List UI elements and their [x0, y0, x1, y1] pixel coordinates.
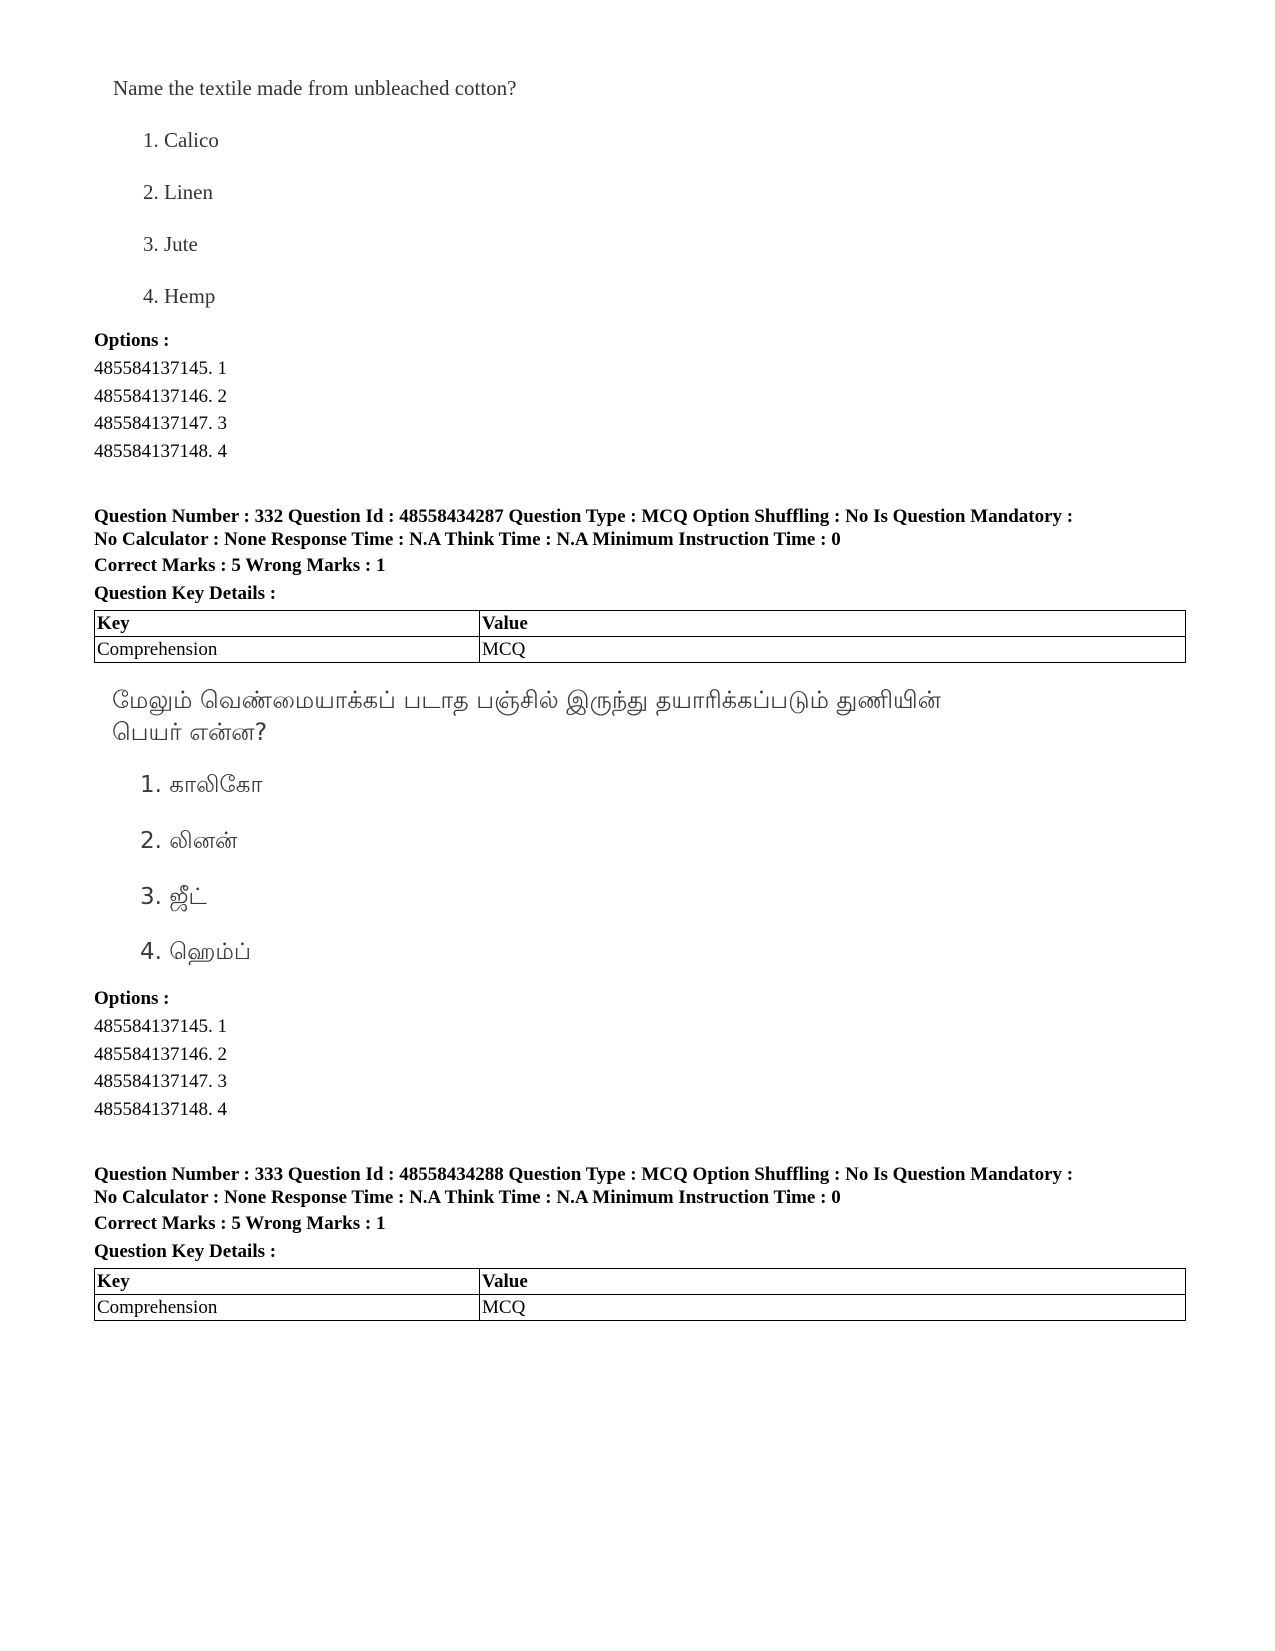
key-cell: Comprehension: [95, 1295, 480, 1321]
choice-2-en: 2. Linen: [143, 180, 213, 204]
meta-line-1: Question Number : 333 Question Id : 48558434288 Question Type : MCQ Option Shuffling : No Is Question Mandatory :: [94, 1164, 1074, 1185]
value-header: Value: [480, 1269, 1186, 1295]
option-id-1: 485584137145. 1: [94, 358, 227, 379]
choice-1-en: 1. Calico: [143, 128, 219, 152]
options-label: Options :: [94, 330, 170, 351]
choice-2-ta: 2. லினன்: [140, 828, 238, 854]
key-cell: Comprehension: [95, 637, 480, 663]
table-row: [95, 637, 1186, 663]
question-meta-332: [94, 505, 1204, 551]
choice-4-en: 4. Hemp: [143, 284, 216, 308]
question-meta-333: [94, 1163, 1204, 1209]
marks-line: Correct Marks : 5 Wrong Marks : 1: [94, 555, 386, 576]
marks-line: Correct Marks : 5 Wrong Marks : 1: [94, 1213, 386, 1234]
key-details-label: Question Key Details :: [94, 583, 277, 604]
meta-line-2: No Calculator : None Response Time : N.A Think Time : N.A Minimum Instruction Time : 0: [94, 1187, 841, 1208]
meta-line-1: Question Number : 332 Question Id : 48558434287 Question Type : MCQ Option Shuffling : No Is Question Mandatory :: [94, 506, 1074, 527]
choice-4-ta: 4. ஹெம்ப்: [140, 939, 251, 965]
key-header: Key: [95, 1269, 480, 1295]
table-header-row: [95, 1269, 1186, 1295]
key-header: Key: [95, 611, 480, 637]
question-text-en: Name the textile made from unbleached cotton?: [113, 76, 517, 100]
question-text-ta: [112, 684, 1112, 748]
option-id-2: 485584137146. 2: [94, 1044, 227, 1065]
key-details-table: [94, 610, 1186, 663]
choice-3-ta: 3. ஜீட்: [140, 884, 207, 910]
key-details-table: [94, 1268, 1186, 1321]
choice-1-ta: 1. காலிகோ: [140, 772, 263, 798]
value-cell: MCQ: [480, 1295, 1186, 1321]
option-id-2: 485584137146. 2: [94, 386, 227, 407]
option-id-1: 485584137145. 1: [94, 1016, 227, 1037]
choice-3-en: 3. Jute: [143, 232, 198, 256]
option-id-3: 485584137147. 3: [94, 413, 227, 434]
table-row: [95, 1295, 1186, 1321]
question-line-2: பெயர் என்ன?: [112, 718, 268, 746]
meta-line-2: No Calculator : None Response Time : N.A Think Time : N.A Minimum Instruction Time : 0: [94, 529, 841, 550]
value-header: Value: [480, 611, 1186, 637]
option-id-4: 485584137148. 4: [94, 441, 227, 462]
option-id-4: 485584137148. 4: [94, 1099, 227, 1120]
question-line-1: மேலும் வெண்மையாக்கப் படாத பஞ்சில் இருந்து தயாரிக்கப்படும் துணியின்: [112, 686, 941, 714]
option-id-3: 485584137147. 3: [94, 1071, 227, 1092]
key-details-label: Question Key Details :: [94, 1241, 277, 1262]
options-label: Options :: [94, 988, 170, 1009]
table-header-row: [95, 611, 1186, 637]
value-cell: MCQ: [480, 637, 1186, 663]
